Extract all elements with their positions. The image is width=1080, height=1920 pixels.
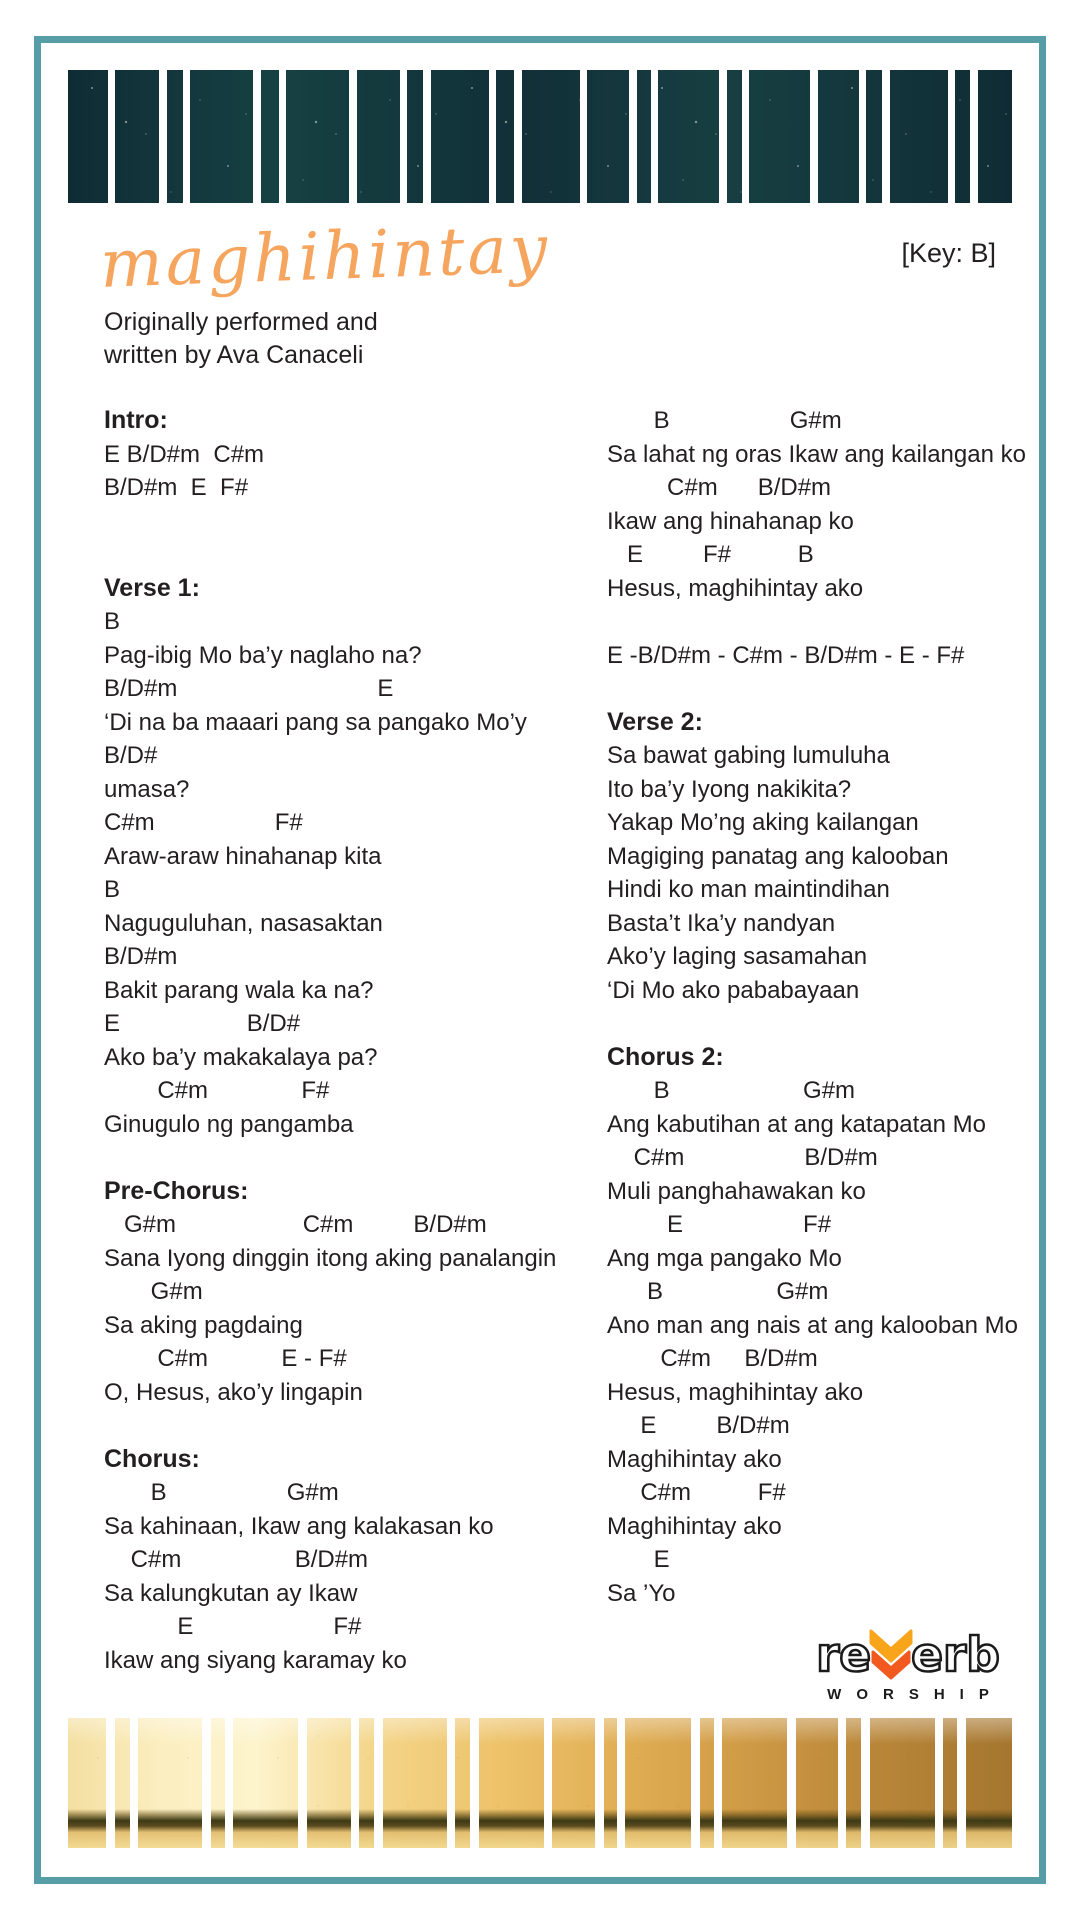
strip-slit — [948, 70, 955, 203]
song-line: Hesus, maghihintay ako — [607, 1378, 864, 1406]
song-line: ‘Di na ba maaari pang sa pangako Mo’y — [104, 708, 527, 736]
song-line: B/D#m E F# — [104, 474, 249, 501]
bottom-photo-strip — [68, 1718, 1012, 1848]
song-line: Maghihintay ako — [607, 1512, 782, 1540]
song-line: Sa kahinaan, Ikaw ang kalakasan ko — [104, 1512, 494, 1540]
song-line: Hesus, maghihintay ako — [607, 574, 864, 602]
song-line: B G#m — [607, 407, 842, 434]
strip-slit — [130, 1718, 138, 1848]
lyrics-columns — [104, 404, 1026, 1683]
strip-slit — [489, 70, 496, 203]
strip-slit — [838, 1718, 846, 1848]
song-line — [104, 1141, 607, 1175]
strip-slit — [514, 70, 522, 203]
strip-slit — [202, 1718, 211, 1848]
strip-slit — [957, 1718, 966, 1848]
strip-slit — [935, 1718, 943, 1848]
song-line: C#m B/D#m — [607, 1144, 878, 1171]
logo-worship-text: WORSHIP — [827, 1686, 1004, 1703]
song-line: E F# — [104, 1613, 362, 1640]
strip-slit — [253, 70, 261, 203]
song-line — [104, 505, 607, 539]
song-line: Bakit parang wala ka na? — [104, 976, 374, 1004]
strip-slit — [298, 1718, 307, 1848]
strip-slit — [859, 70, 866, 203]
song-line: Ano man ang nais at ang kalooban Mo — [607, 1311, 1018, 1339]
credit-text — [104, 306, 378, 372]
song-line: Ikaw ang hinahanap ko — [607, 507, 854, 535]
song-line: E -B/D#m - C#m - B/D#m - E - F# — [607, 641, 965, 669]
song-line: B G#m — [607, 1278, 829, 1305]
song-line: G#m — [104, 1278, 203, 1305]
song-line: Naguguluhan, nasasaktan — [104, 909, 383, 937]
song-line: Ako’y laging sasamahan — [607, 943, 868, 970]
song-line: Ako ba’y makakalaya pa? — [104, 1043, 378, 1071]
strip-slit — [544, 1718, 552, 1848]
song-line: B G#m — [607, 1077, 856, 1104]
reverb-worship-logo — [780, 1626, 1036, 1703]
strip-slit — [714, 1718, 722, 1848]
song-line — [607, 605, 1026, 639]
song-line: Hindi ko man maintindihan — [607, 876, 890, 903]
strip-slit — [279, 70, 286, 203]
song-line: Intro: — [104, 406, 168, 434]
strip-slit — [351, 1718, 359, 1848]
strip-slit — [183, 70, 190, 203]
strip-slit — [580, 70, 587, 203]
strip-slit — [159, 70, 167, 203]
key-label: [Key: B] — [901, 238, 996, 268]
strip-slit — [742, 70, 749, 203]
strip-slit — [447, 1718, 455, 1848]
song-line: Sana Iyong dinggin itong aking panalangin — [104, 1244, 557, 1272]
song-line: C#m F# — [607, 1479, 786, 1506]
song-line: B — [104, 608, 121, 635]
song-line: E — [607, 1546, 670, 1573]
song-line: E B/D# — [104, 1010, 301, 1037]
song-line: Yakap Mo’ng aking kailangan — [607, 809, 919, 836]
song-line: Pag-ibig Mo ba’y naglaho na? — [104, 641, 422, 669]
strip-slit — [787, 1718, 796, 1848]
song-line: E B/D#m — [607, 1412, 790, 1439]
song-line: G#m C#m B/D#m — [104, 1211, 487, 1238]
song-line: Chorus: — [104, 1444, 200, 1473]
strip-slit — [225, 1718, 233, 1848]
song-line: C#m B/D#m — [607, 1345, 818, 1372]
song-line: Ito ba’y Iyong nakikita? — [607, 775, 852, 803]
strip-slit — [861, 1718, 870, 1848]
strip-slit — [374, 1718, 383, 1848]
song-line — [104, 538, 607, 572]
song-line: Sa ’Yo — [607, 1579, 676, 1607]
credit-line-2: written by Ava Canaceli — [104, 341, 364, 369]
strip-slit — [719, 70, 727, 203]
song-line: O, Hesus, ako’y lingapin — [104, 1378, 363, 1406]
song-line: Pre-Chorus: — [104, 1176, 249, 1205]
song-line: Sa lahat ng oras Ikaw ang kailangan ko — [607, 440, 1026, 468]
song-line: E F# — [607, 1211, 832, 1238]
strip-slit — [651, 70, 658, 203]
strip-slit — [882, 70, 890, 203]
logo-text-erb: erb — [911, 1627, 1000, 1683]
strip-slit — [595, 1718, 604, 1848]
song-line: C#m F# — [104, 1077, 330, 1104]
song-line: B/D# — [104, 742, 158, 769]
song-line: Magiging panatag ang kalooban — [607, 842, 949, 870]
column-right — [607, 404, 1026, 1683]
song-line: Basta’t Ika’y nandyan — [607, 909, 836, 937]
song-line: Ikaw ang siyang karamay ko — [104, 1646, 407, 1674]
strip-slit — [400, 70, 407, 203]
credit-line-1: Originally performed and — [104, 308, 378, 336]
song-line: Muli panghahawakan ko — [607, 1177, 866, 1205]
song-line: C#m B/D#m — [607, 474, 832, 501]
song-line: Ang kabutihan at ang katapatan Mo — [607, 1110, 986, 1138]
song-line: Ginugulo ng pangamba — [104, 1110, 354, 1138]
song-line — [104, 1409, 607, 1443]
song-line — [607, 672, 1026, 706]
song-line: C#m F# — [104, 809, 303, 836]
strip-slit — [108, 70, 115, 203]
song-line: Verse 2: — [607, 707, 703, 736]
strip-slit — [691, 1718, 700, 1848]
song-line: umasa? — [104, 775, 190, 803]
song-line: B/D#m E — [104, 675, 394, 702]
double-chevron-icon — [868, 1628, 914, 1684]
strip-slit — [106, 1718, 115, 1848]
song-line — [607, 1007, 1026, 1041]
column-left — [104, 404, 607, 1677]
strip-slit — [970, 70, 978, 203]
song-line: Sa aking pagdaing — [104, 1311, 303, 1339]
song-line: E B/D#m C#m — [104, 440, 265, 468]
strip-slit — [629, 70, 637, 203]
song-line: Sa kalungkutan ay Ikaw — [104, 1579, 358, 1607]
top-photo-strip — [68, 70, 1012, 203]
strip-slit — [423, 70, 431, 203]
song-line: Verse 1: — [104, 573, 200, 602]
song-line: Chorus 2: — [607, 1042, 724, 1071]
logo-wordmark — [780, 1626, 1036, 1684]
song-line: B/D#m — [104, 943, 178, 970]
song-line: C#m E - F# — [104, 1345, 347, 1372]
strip-slit — [617, 1718, 625, 1848]
song-line: Maghihintay ako — [607, 1445, 782, 1473]
song-line: Sa bawat gabing lumuluha — [607, 742, 890, 769]
song-line: ‘Di Mo ako pababayaan — [607, 976, 860, 1004]
song-line: E F# B — [607, 541, 814, 568]
song-line: B G#m — [104, 1479, 339, 1506]
song-line: C#m B/D#m — [104, 1546, 369, 1573]
song-title: maghihintay — [98, 210, 552, 303]
strip-slit — [470, 1718, 479, 1848]
song-line: Ang mga pangako Mo — [607, 1244, 842, 1272]
song-line: B — [104, 876, 121, 903]
strip-slit — [349, 70, 357, 203]
strip-slit — [810, 70, 818, 203]
song-line: Araw-araw hinahanap kita — [104, 842, 382, 870]
logo-text-re: re — [816, 1627, 872, 1683]
